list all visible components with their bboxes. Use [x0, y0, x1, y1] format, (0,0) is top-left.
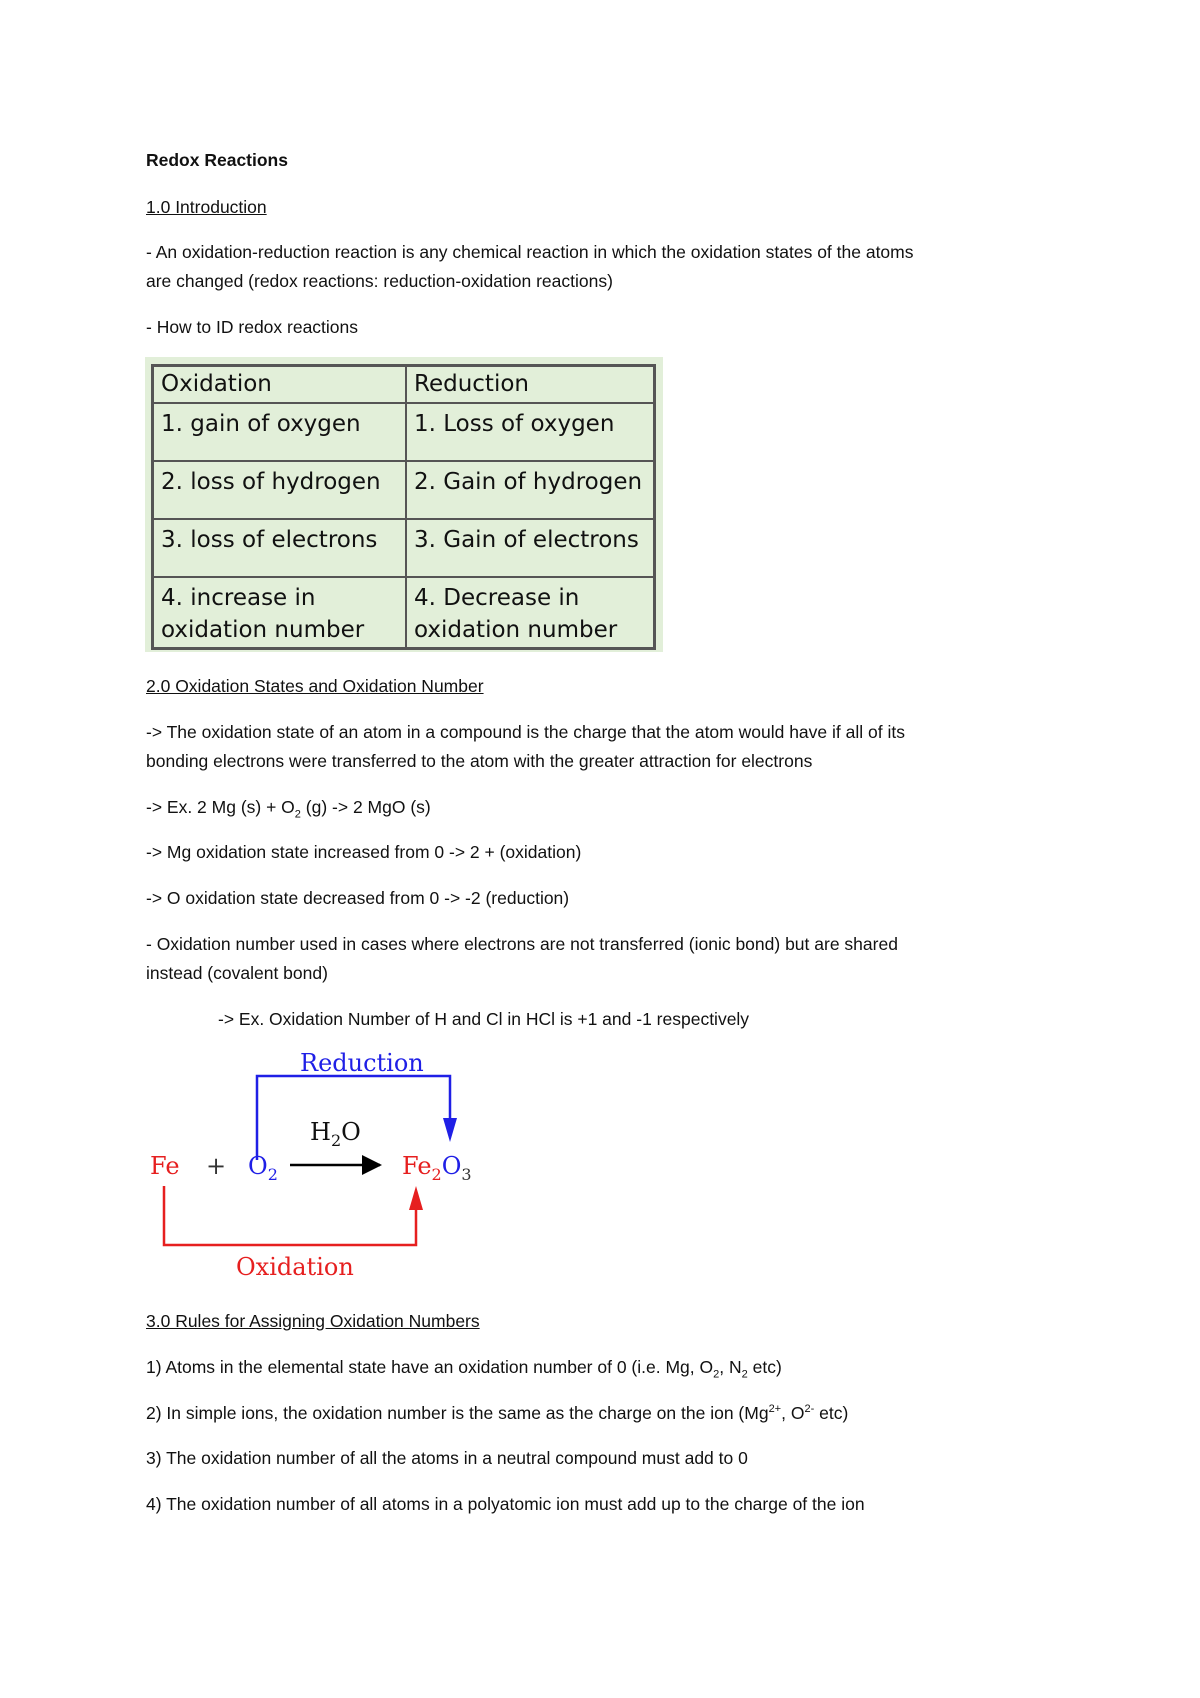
product-fe2o3: $Fe_2O_3$ — [402, 1152, 472, 1184]
states-paragraph-line-1: -> The oxidation state of an atom in a compound is the charge that the atom would have if all of its — [146, 722, 905, 742]
intro-paragraph-line-2: are changed (redox reactions: reduction-oxidation reactions) — [146, 271, 613, 291]
table-row — [153, 577, 655, 649]
table-cell: 2. loss of hydrogen — [153, 461, 407, 519]
table-row — [153, 519, 655, 577]
rule-4: 4) The oxidation number of all atoms in a polyatomic ion must add up to the charge of the ion — [146, 1494, 865, 1514]
plus-sign: + — [206, 1152, 227, 1180]
oxidation-arrowhead — [409, 1186, 423, 1210]
table-cell: 1. gain of oxygen — [153, 403, 407, 461]
redox-id-table — [151, 364, 656, 650]
table-cell: 3. loss of electrons — [153, 519, 407, 577]
rules-heading: 3.0 Rules for Assigning Oxidation Numbers — [146, 1311, 480, 1331]
rule-1: 1) Atoms in the elemental state have an oxidation number of 0 (i.e. Mg, $O_2$, $N_2$ etc) — [146, 1357, 782, 1381]
header-reduction: Reduction — [406, 366, 655, 404]
table-row — [153, 461, 655, 519]
intro-paragraph-line-1: - An oxidation-reduction reaction is any chemical reaction in which the oxidation states of the atoms — [146, 242, 914, 262]
oxidation-number-line-1: - Oxidation number used in cases where electrons are not transferred (ionic bond) but are shared — [146, 934, 898, 954]
reduction-arrowhead — [443, 1118, 457, 1142]
states-paragraph-line-2: bonding electrons were transferred to the atom with the greater attraction for electrons — [146, 751, 813, 771]
how-to-id-line: - How to ID redox reactions — [146, 317, 359, 337]
mg-oxidation-line: -> Mg oxidation state increased from 0 -> 2 + (oxidation) — [146, 842, 582, 862]
table-header-row — [153, 366, 655, 404]
rule-2: 2) In simple ions, the oxidation number is the same as the charge on the ion ($Mg^{2+}$, $O^{2-}$ etc) — [146, 1403, 849, 1423]
table-cell: 4. increase in oxidation number — [153, 577, 407, 649]
rule-3: 3) The oxidation number of all the atoms in a neutral compound must add to 0 — [146, 1448, 748, 1468]
header-oxidation: Oxidation — [153, 366, 407, 404]
table-row — [153, 403, 655, 461]
hcl-example-line: -> Ex. Oxidation Number of H and Cl in HCl is +1 and -1 respectively — [218, 1009, 750, 1029]
table-cell: 4. Decrease in oxidation number — [406, 577, 655, 649]
document-title: Redox Reactions — [146, 150, 288, 170]
intro-heading: 1.0 Introduction — [146, 197, 267, 217]
reactant-o2: $O_2$ — [248, 1152, 278, 1184]
redox-id-table-panel — [145, 357, 663, 652]
redox-diagram — [140, 1050, 500, 1290]
mg-equation-example: -> Ex. 2 Mg $(s) + O_2$ (g) -> 2 MgO (s) — [146, 797, 431, 821]
states-heading: 2.0 Oxidation States and Oxidation Number — [146, 676, 484, 696]
table-cell: 3. Gain of electrons — [406, 519, 655, 577]
reactant-fe: Fe — [150, 1152, 180, 1180]
catalyst-h2o: $H_2O$ — [310, 1118, 361, 1150]
table-cell: 1. Loss of oxygen — [406, 403, 655, 461]
reduction-label: Reduction — [300, 1050, 424, 1077]
table-cell: 2. Gain of hydrogen — [406, 461, 655, 519]
oxidation-label: Oxidation — [236, 1253, 354, 1281]
o-reduction-line: -> O oxidation state decreased from 0 -> -2 (reduction) — [146, 888, 570, 908]
oxidation-bracket — [164, 1186, 423, 1281]
oxidation-number-line-2: instead (covalent bond) — [146, 963, 328, 983]
